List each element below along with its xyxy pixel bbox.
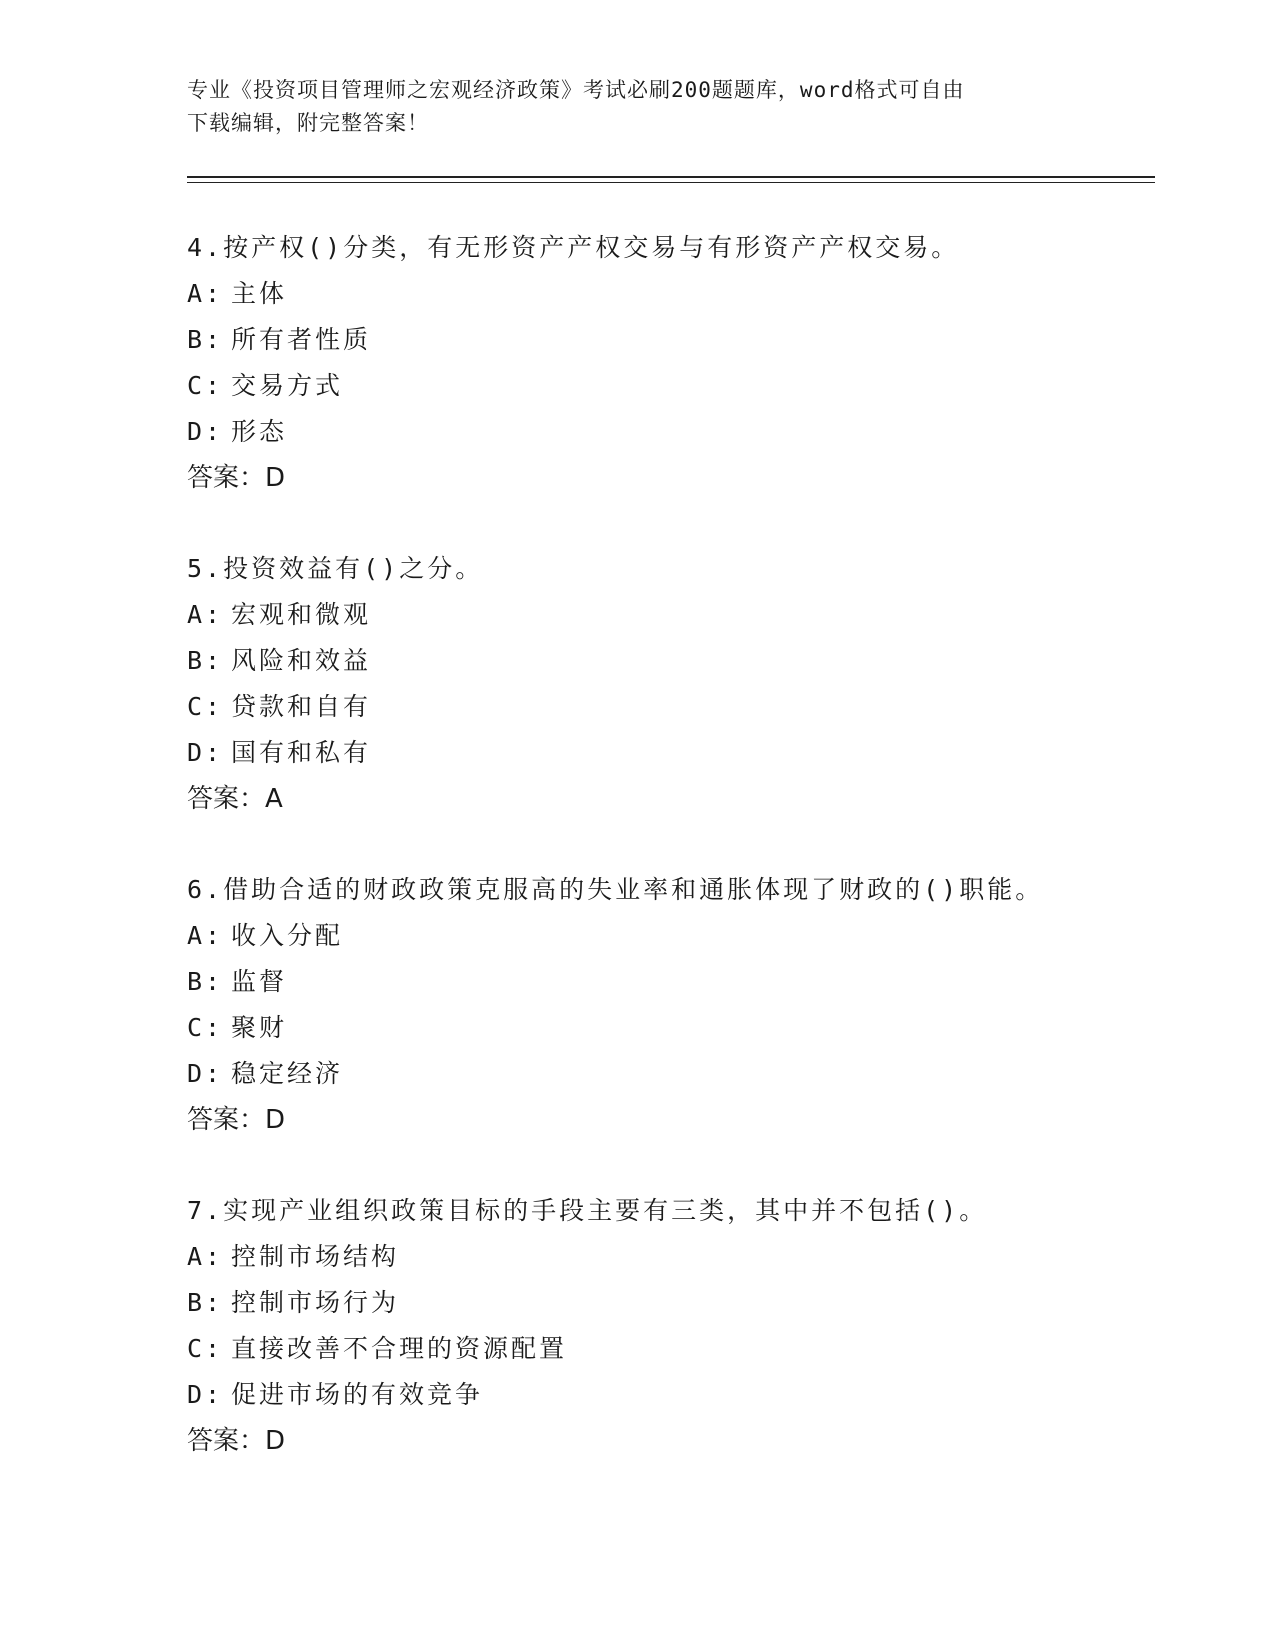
answer-line: 答案：D bbox=[187, 463, 286, 493]
document-header bbox=[187, 74, 1087, 140]
option-c bbox=[187, 1005, 1155, 1051]
option-text: 所有者性质 bbox=[231, 325, 372, 354]
option-a bbox=[187, 592, 1155, 638]
answer-line: 答案：D bbox=[187, 1105, 286, 1135]
option-text: 主体 bbox=[231, 279, 288, 308]
header-divider-thin bbox=[187, 182, 1155, 183]
option-text: 形态 bbox=[231, 417, 288, 446]
answer-line: 答案：A bbox=[187, 784, 283, 814]
option-text: 稳定经济 bbox=[231, 1059, 344, 1088]
option-d bbox=[187, 730, 1155, 776]
option-d bbox=[187, 409, 1155, 455]
option-text: 监督 bbox=[231, 967, 288, 996]
question-4 bbox=[187, 225, 1155, 501]
option-key: B: bbox=[187, 325, 224, 354]
option-a bbox=[187, 1234, 1155, 1280]
option-key: D: bbox=[187, 417, 224, 446]
question-stem: 5.投资效益有()之分。 bbox=[187, 554, 484, 583]
option-text: 贷款和自有 bbox=[231, 692, 372, 721]
option-key: A: bbox=[187, 1242, 224, 1271]
option-text: 宏观和微观 bbox=[231, 600, 372, 629]
question-stem: 4.按产权()分类，有无形资产产权交易与有形资产产权交易。 bbox=[187, 233, 960, 262]
option-key: D: bbox=[187, 738, 224, 767]
question-7 bbox=[187, 1188, 1155, 1464]
option-key: A: bbox=[187, 921, 224, 950]
option-b bbox=[187, 317, 1155, 363]
option-d bbox=[187, 1051, 1155, 1097]
option-text: 控制市场结构 bbox=[231, 1242, 400, 1271]
option-d bbox=[187, 1372, 1155, 1418]
header-line-1: 专业《投资项目管理师之宏观经济政策》考试必刷200题题库，word格式可自由 bbox=[187, 78, 965, 102]
option-a bbox=[187, 271, 1155, 317]
option-c bbox=[187, 363, 1155, 409]
question-5 bbox=[187, 546, 1155, 822]
option-b bbox=[187, 638, 1155, 684]
option-key: B: bbox=[187, 646, 224, 675]
option-key: B: bbox=[187, 967, 224, 996]
option-c bbox=[187, 684, 1155, 730]
option-key: D: bbox=[187, 1059, 224, 1088]
option-text: 促进市场的有效竞争 bbox=[231, 1380, 484, 1409]
option-key: C: bbox=[187, 692, 224, 721]
option-key: C: bbox=[187, 1334, 224, 1363]
option-key: A: bbox=[187, 600, 224, 629]
option-key: D: bbox=[187, 1380, 224, 1409]
option-b bbox=[187, 959, 1155, 1005]
option-b bbox=[187, 1280, 1155, 1326]
option-text: 收入分配 bbox=[231, 921, 344, 950]
option-key: B: bbox=[187, 1288, 224, 1317]
option-text: 风险和效益 bbox=[231, 646, 372, 675]
option-key: A: bbox=[187, 279, 224, 308]
question-stem: 7.实现产业组织政策目标的手段主要有三类，其中并不包括()。 bbox=[187, 1196, 988, 1225]
option-key: C: bbox=[187, 1013, 224, 1042]
option-c bbox=[187, 1326, 1155, 1372]
option-text: 聚财 bbox=[231, 1013, 288, 1042]
header-line-2: 下载编辑，附完整答案！ bbox=[187, 111, 429, 135]
option-text: 直接改善不合理的资源配置 bbox=[231, 1334, 568, 1363]
option-text: 控制市场行为 bbox=[231, 1288, 400, 1317]
option-text: 国有和私有 bbox=[231, 738, 372, 767]
question-stem: 6.借助合适的财政政策克服高的失业率和通胀体现了财政的()职能。 bbox=[187, 875, 1044, 904]
question-6 bbox=[187, 867, 1155, 1143]
header-divider-thick bbox=[187, 176, 1155, 178]
option-a bbox=[187, 913, 1155, 959]
option-text: 交易方式 bbox=[231, 371, 344, 400]
answer-line: 答案：D bbox=[187, 1426, 286, 1456]
option-key: C: bbox=[187, 371, 224, 400]
